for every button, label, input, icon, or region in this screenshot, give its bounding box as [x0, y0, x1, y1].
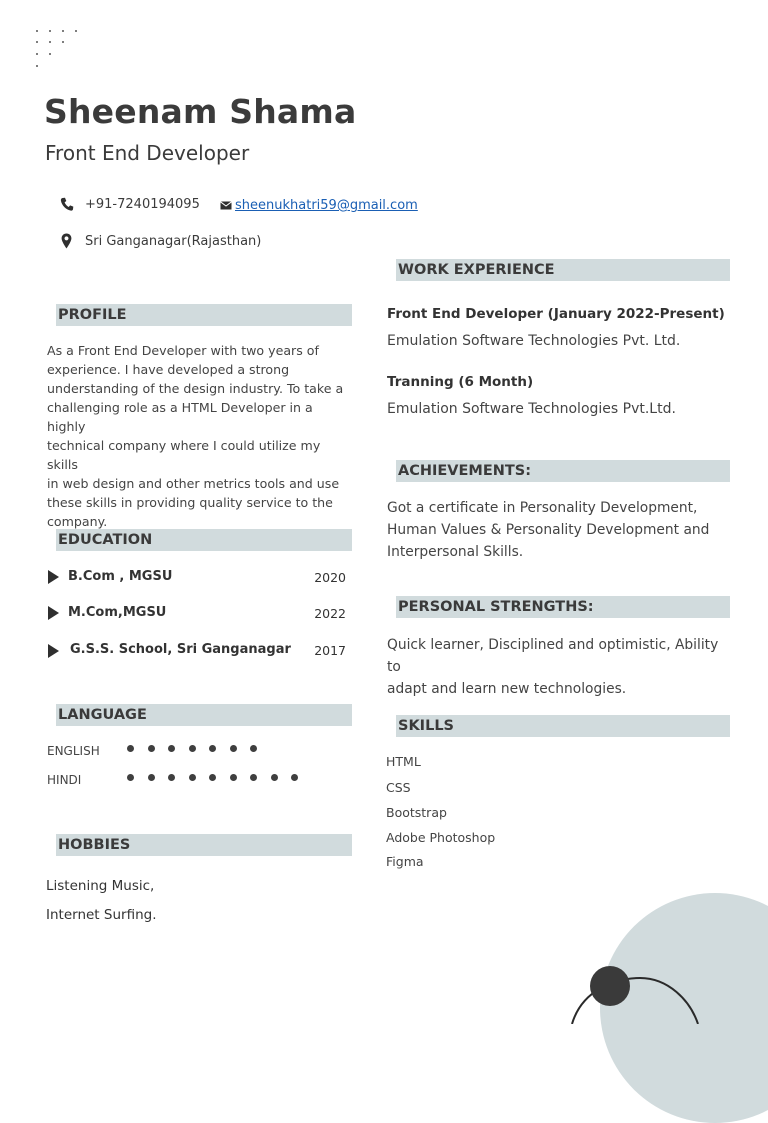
- skills-heading: SKILLS: [396, 715, 730, 737]
- education-year: 2017: [314, 643, 346, 658]
- level-dot: [291, 774, 298, 781]
- language-name: HINDI: [47, 773, 82, 787]
- strengths-text: [387, 634, 727, 700]
- achievements-heading: ACHIEVEMENTS:: [396, 460, 730, 482]
- level-dot: [189, 774, 196, 781]
- candidate-name: Sheenam Shama: [44, 92, 357, 131]
- triangle-bullet-icon: [48, 644, 59, 658]
- hobbies-heading: HOBBIES: [56, 834, 352, 856]
- skill-item: Figma: [386, 854, 424, 869]
- education-item: [46, 569, 348, 587]
- level-dot: [230, 745, 237, 752]
- level-dot: [209, 745, 216, 752]
- level-dot: [127, 774, 134, 781]
- job-company: Emulation Software Technologies Pvt. Ltd.: [387, 333, 681, 349]
- language-heading: LANGUAGE: [56, 704, 352, 726]
- triangle-bullet-icon: [48, 570, 59, 584]
- level-dot: [148, 745, 155, 752]
- education-item: [46, 642, 348, 660]
- level-dot: [168, 745, 175, 752]
- education-item: [46, 605, 348, 623]
- skill-item: Bootstrap: [386, 805, 447, 820]
- job-title: Front End Developer (January 2022-Present): [387, 306, 725, 322]
- location-row: [61, 233, 261, 249]
- email-row: [220, 198, 418, 213]
- strengths-line: Quick learner, Disciplined and optimistic, Ability to: [387, 637, 719, 675]
- level-dot: [250, 774, 257, 781]
- level-dot: [127, 745, 134, 752]
- education-year: 2022: [314, 606, 346, 621]
- profile-line: company.: [47, 514, 108, 529]
- location-pin-icon: [61, 233, 72, 249]
- achievements-line: Got a certificate in Personality Development,: [387, 500, 698, 516]
- phone-icon: [60, 197, 74, 212]
- mail-icon: [220, 201, 232, 210]
- skill-item: HTML: [386, 754, 421, 769]
- personal-strengths-heading: PERSONAL STRENGTHS:: [396, 596, 730, 618]
- level-dot: [168, 774, 175, 781]
- education-heading: EDUCATION: [56, 529, 352, 551]
- achievements-line: Human Values & Personality Development and: [387, 522, 710, 538]
- triangle-bullet-icon: [48, 606, 59, 620]
- profile-line: technical company where I could utilize my skills: [47, 438, 321, 472]
- profile-text: [47, 341, 345, 531]
- education-degree: M.Com,MGSU: [68, 605, 167, 620]
- achievements-line: Interpersonal Skills.: [387, 544, 524, 560]
- email-link[interactable]: sheenukhatri59@gmail.com: [235, 198, 418, 213]
- skill-item: Adobe Photoshop: [386, 830, 496, 845]
- decorative-arc: [560, 960, 768, 1024]
- level-dot: [209, 774, 216, 781]
- profile-line: experience. I have developed a strong: [47, 362, 290, 377]
- phone-number: +91-7240194095: [85, 197, 200, 212]
- education-degree: B.Com , MGSU: [68, 569, 173, 584]
- job-company: Emulation Software Technologies Pvt.Ltd.: [387, 401, 676, 417]
- skill-item: CSS: [386, 780, 411, 795]
- profile-line: As a Front End Developer with two years of: [47, 343, 319, 358]
- hobby-item: Listening Music,: [46, 878, 155, 894]
- level-dot: [230, 774, 237, 781]
- profile-line: these skills in providing quality service to the: [47, 495, 333, 510]
- work-experience-heading: WORK EXPERIENCE: [396, 259, 730, 281]
- strengths-line: adapt and learn new technologies.: [387, 681, 627, 697]
- achievements-text: [387, 497, 727, 563]
- level-dot: [250, 745, 257, 752]
- language-name: ENGLISH: [47, 744, 100, 758]
- candidate-title: Front End Developer: [45, 141, 250, 165]
- hobby-item: Internet Surfing.: [46, 907, 157, 923]
- job-title: Tranning (6 Month): [387, 374, 534, 390]
- location-text: Sri Ganganagar(Rajasthan): [85, 233, 262, 249]
- decorative-dot-grid: [34, 28, 84, 70]
- education-year: 2020: [314, 570, 346, 585]
- language-level-dots: [127, 774, 312, 781]
- profile-line: understanding of the design industry. To take a: [47, 381, 344, 396]
- level-dot: [148, 774, 155, 781]
- language-level-dots: [127, 745, 271, 752]
- profile-line: in web design and other metrics tools and use: [47, 476, 340, 491]
- phone-row: [60, 197, 200, 212]
- profile-line: challenging role as a HTML Developer in a highly: [47, 400, 313, 434]
- level-dot: [189, 745, 196, 752]
- education-degree: G.S.S. School, Sri Ganganagar: [70, 642, 291, 657]
- level-dot: [271, 774, 278, 781]
- profile-heading: PROFILE: [56, 304, 352, 326]
